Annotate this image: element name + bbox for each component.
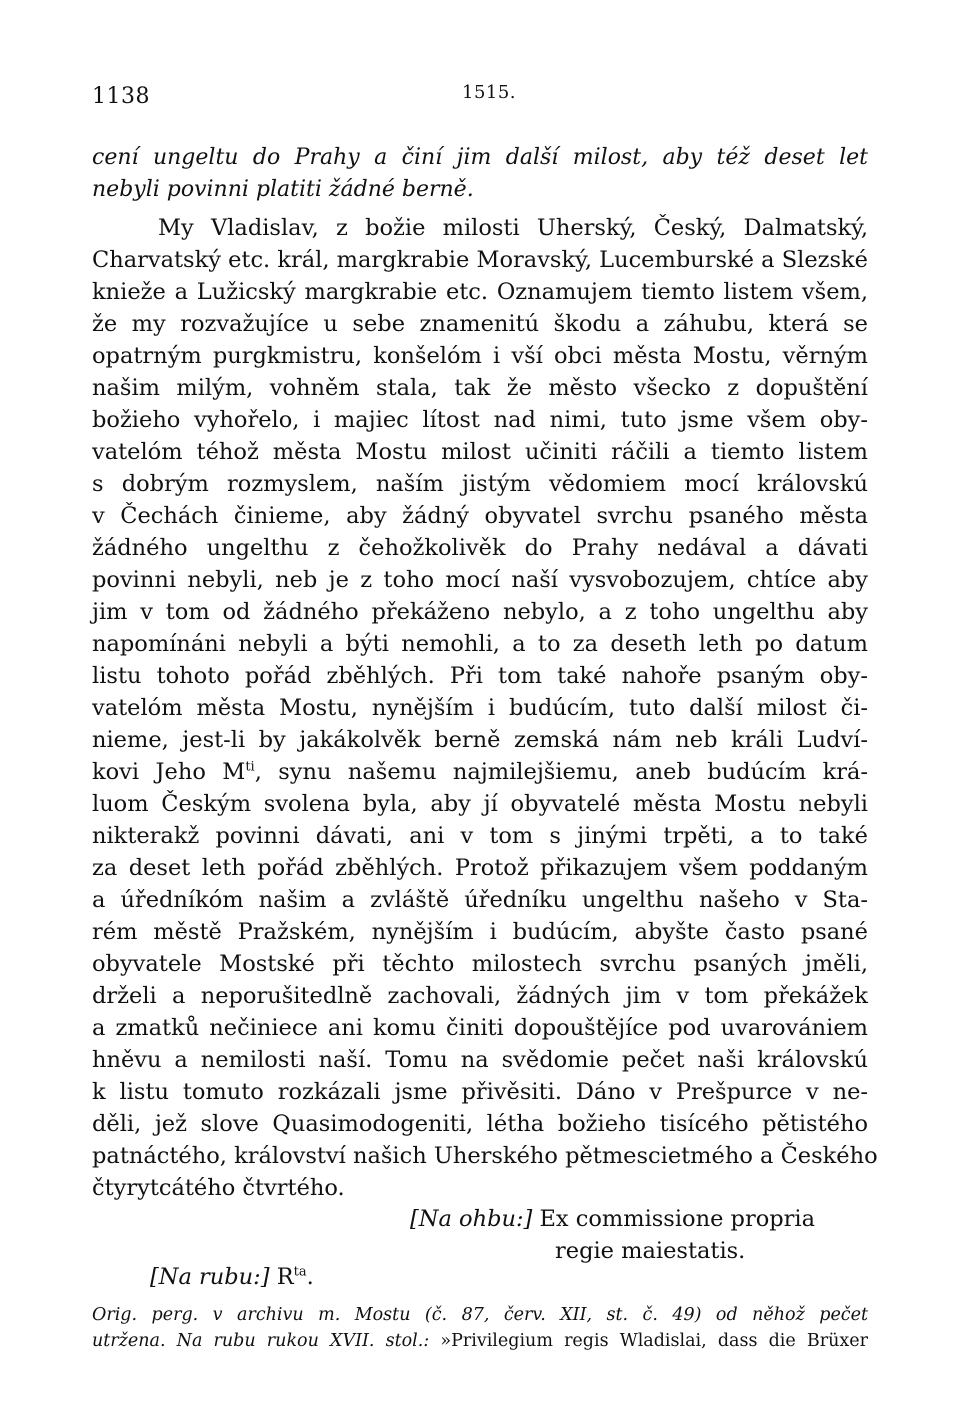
body-line-15: listu tohoto pořád zběhlých. Při tom také nahoře psaným oby- bbox=[92, 663, 868, 689]
body-line-5: opatrným purgkmistru, konšelóm i vší obci města Mostu, věrným bbox=[92, 343, 868, 369]
body-line-26: a zmatků nečiniece ani komu činiti dopouštějíce pod uvarovániem bbox=[92, 1015, 868, 1041]
body-line-1: My Vladislav, z božie milosti Uherský, Český, Dalmatský, bbox=[158, 215, 868, 241]
body-line-30: patnáctého, království našich Uherského pětmescietmého a Českého bbox=[92, 1143, 878, 1169]
body-line-14: napomínáni nebyli a býti nemohli, a to za deseth leth po datum bbox=[92, 631, 868, 657]
heading-line-2: nebyli povinni platiti žádné berně. bbox=[92, 177, 474, 202]
body-line-8: vatelóm téhož města Mostu milost učiniti ráčili a tiemto listem bbox=[92, 439, 868, 465]
endorsement-back-text: R bbox=[276, 1264, 294, 1290]
endorsement-back bbox=[150, 1264, 314, 1290]
body-line-18-start: kovi Jeho M bbox=[92, 759, 246, 785]
body-line-31: čtyrytcátého čtvrtého. bbox=[92, 1175, 345, 1201]
body-line-9: s dobrým rozmyslem, naším jistým vědomiem mocí královskú bbox=[92, 471, 868, 497]
footnote-line-2 bbox=[92, 1328, 868, 1354]
body-line-25: drželi a neporušitedlně zachovali, žádných jim v tom překážek bbox=[92, 983, 868, 1009]
body-line-17: nieme, jest-li by jakákolvěk berně zemská nám neb králi Ludví- bbox=[92, 727, 868, 753]
body-line-22: a úředníkóm našim a zvláště úředníku ungelthu našeho v Sta- bbox=[92, 887, 868, 913]
page-number: 1138 bbox=[92, 84, 150, 109]
body-line-20: nikterakž povinni dávati, ani v tom s jinými trpěti, a to také bbox=[92, 823, 868, 849]
body-line-7: božieho vyhořelo, i majiec lítost nad nimi, tuto jsme všem oby- bbox=[92, 407, 868, 433]
body-line-12: povinni nebyli, neb je z toho mocí naší vysvobozujem, chtíce aby bbox=[92, 567, 868, 593]
body-line-10: v Čechách činieme, aby žádný obyvatel svrchu psaného města bbox=[92, 503, 868, 529]
footnote-line-2-italic: utržena. Na rubu rukou XVII. stol.: bbox=[92, 1331, 430, 1351]
abbrev-superscript: ti bbox=[245, 759, 255, 775]
body-line-16: vatelóm města Mostu, nynějším i budúcím, tuto další milost či- bbox=[92, 695, 868, 721]
body-line-3: knieže a Lužicský margkrabie etc. Oznamujem tiemto listem všem, bbox=[92, 279, 868, 305]
page-year: 1515. bbox=[462, 82, 517, 103]
body-line-6: našim milým, vohněm stala, tak že město všecko z dopuštění bbox=[92, 375, 868, 401]
body-line-29: děli, jež slove Quasimodogeniti, létha božieho tisícého pětistého bbox=[92, 1111, 868, 1137]
endorsement-back-label: [Na rubu:] bbox=[150, 1264, 270, 1290]
endorsement-back-period: . bbox=[306, 1264, 314, 1290]
endorsement-back-superscript: ta bbox=[293, 1264, 307, 1280]
body-line-19: luom Českým svolena byla, aby jí obyvatelé města Mostu nebyli bbox=[92, 791, 868, 817]
body-line-18 bbox=[92, 756, 868, 788]
body-line-11: žádného ungelthu z čehožkolivěk do Prahy nedával a dávati bbox=[92, 535, 868, 561]
body-line-21: za deset leth pořád zběhlých. Protož přikazujem všem poddaným bbox=[92, 855, 868, 881]
body-line-23: rém městě Pražském, nynějším i budúcím, abyšte často psané bbox=[92, 919, 868, 945]
body-line-28: k listu tomuto rozkázali jsme přivěsiti. Dáno v Prešpurce v ne- bbox=[92, 1079, 868, 1105]
endorsement-fold-line-2: regie maiestatis. bbox=[555, 1238, 746, 1264]
endorsement-fold bbox=[410, 1206, 815, 1232]
footnote-line-2-quote: »Privilegium regis Wladislai, dass die Brüxer bbox=[429, 1331, 868, 1351]
body-line-18-end: , synu našemu najmilejšiemu, aneb budúcím krá- bbox=[254, 759, 868, 785]
body-line-4: že my rozvažujíce u sebe znamenitú škodu a záhubu, která se bbox=[92, 311, 868, 337]
body-line-27: hněvu a nemilosti naší. Tomu na svědomie pečet naši královskú bbox=[92, 1047, 868, 1073]
endorsement-fold-text: Ex commissione propria bbox=[539, 1206, 816, 1232]
footnote-line-1: Orig. perg. v archivu m. Mostu (č. 87, červ. XII, st. č. 49) od něhož pečet bbox=[92, 1305, 868, 1325]
heading-line-1: cení ungeltu do Prahy a činí jim další milost, aby též deset let bbox=[92, 145, 868, 170]
body-line-2: Charvatský etc. král, margkrabie Moravský, Lucemburské a Slezské bbox=[92, 247, 868, 273]
endorsement-fold-label: [Na ohbu:] bbox=[410, 1206, 533, 1232]
body-line-13: jim v tom od žádného překáženo nebylo, a z toho ungelthu aby bbox=[92, 599, 868, 625]
body-line-24: obyvatele Mostské při těchto milostech svrchu psaných jměli, bbox=[92, 951, 868, 977]
